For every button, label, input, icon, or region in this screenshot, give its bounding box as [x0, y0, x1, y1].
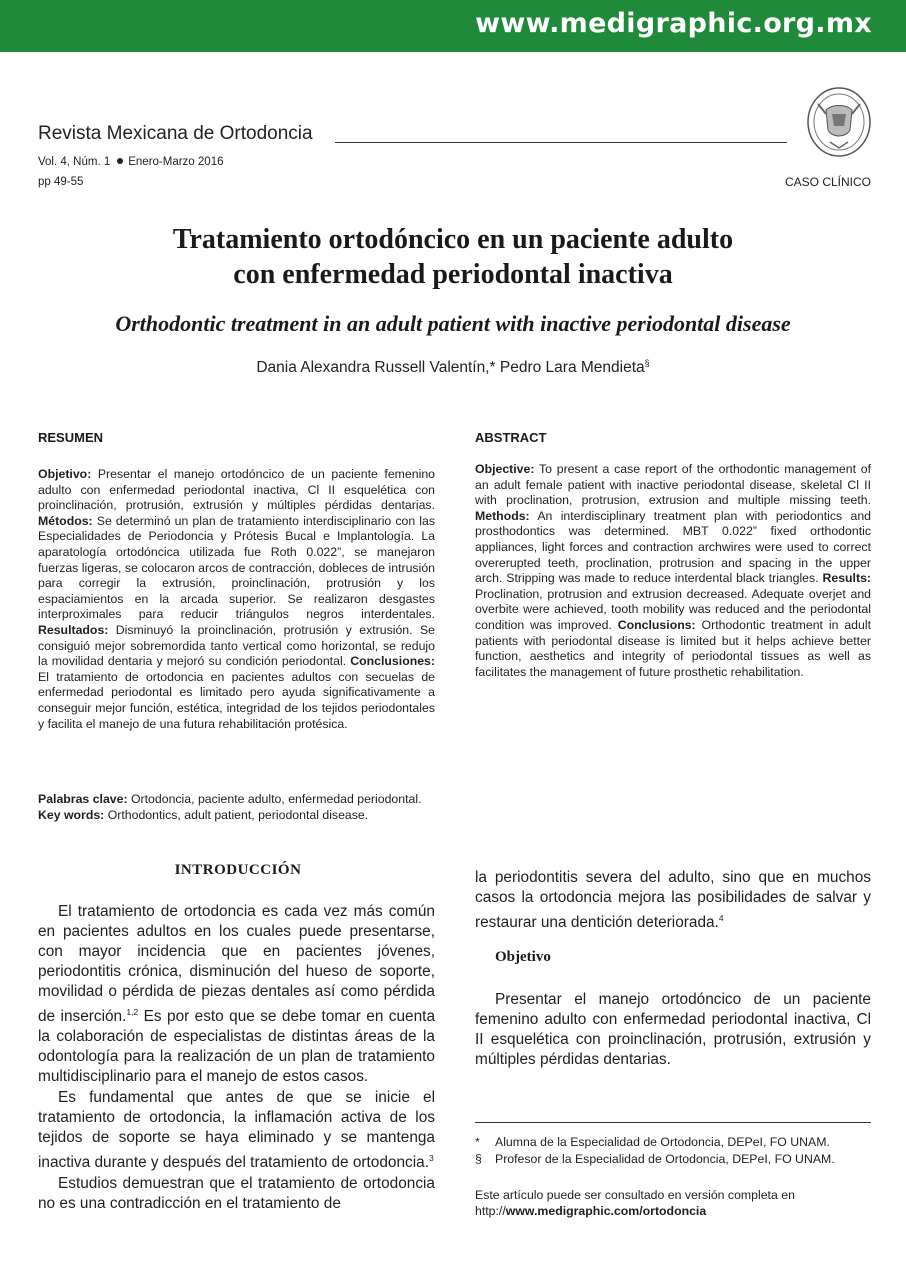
availability-text: Este artículo puede ser consultado en versión completa en [475, 1188, 795, 1202]
authors [0, 358, 906, 377]
intro-p3-cont: la periodontitis severa del adulto, sino que en muchos casos la ortodoncia mejora las posibilidades de salvar y restaurar una dentición deteriorada. [475, 869, 871, 932]
footnote-1-text: Alumna de la Especialidad de Ortodoncia, DEPeI, FO UNAM. [495, 1135, 830, 1149]
journal-rule [335, 142, 787, 143]
resumen-text [38, 467, 435, 732]
intro-p1-b: Es por esto que se debe tomar en cuenta la colaboración de especialistas de distintas áreas de la odontología para la realización de un plan de tratamiento multidisciplinario para el manejo de estos casos. [38, 1008, 436, 1086]
abstract-results: Proclination, protrusion and extrusion decreased. Adequate overjet and overbite were achieved, tooth mobility was reduced and the periodontal condition was improved. [475, 586, 871, 632]
abstract-conclusions: Orthodontic treatment in adult patients with periodontal disease is limited but it helps achieve better function, aesthetics and integrity of periodontal tissues as well as facilitates the management of future prosthetic rehabilitation. [475, 617, 871, 679]
article-subtitle: Orthodontic treatment in an adult patient with inactive periodontal disease [115, 311, 791, 336]
resumen-resultados-label: Resultados: [38, 622, 109, 637]
intro-body-left [38, 902, 435, 1214]
availability-link[interactable] [475, 1204, 795, 1220]
intro-p2-a: Es fundamental que antes de que se inicie el tratamiento de ortodoncia, la inflamación activa de los tejidos de soporte se haya eliminado y se mantenga inactiva durante y después del tratamiento de ortodoncia. [38, 1089, 435, 1172]
availability-url[interactable]: www.medigraphic.com/ortodoncia [505, 1203, 707, 1218]
site-banner [0, 0, 906, 52]
page-range: pp 49-55 [38, 176, 84, 188]
intro-paragraph-1 [38, 902, 435, 1087]
abstract-text [475, 462, 871, 680]
author-mark: § [644, 358, 650, 368]
availability-note [475, 1188, 795, 1219]
footnote-1 [475, 1135, 830, 1149]
objetivo-body [475, 990, 871, 1070]
bullet-icon [117, 158, 123, 164]
resumen-metodos: Se determinó un plan de tratamiento interdisciplinario con las Especialidades de Periodoncia y Prótesis Bucal e Implantología. La aparatología ortodóncica utilizada fue Roth 0.022”, se manejaron fuerzas ligeras, se colocaron arcos de contracción, dobleces de intrusión para corregir la extrusión, proinclinación, protrusión y los espaciamientos en la arcada superior. Se realizaron desgastes interproximales para reducir triángulos negros interdentales. [38, 513, 435, 622]
keywords-es-text: Ortodoncia, paciente adulto, enfermedad periodontal. [127, 792, 422, 806]
resumen-resultados: Disminuyó la proinclinación, protrusión y extrusión. Se consiguió mejor sobremordida tanto vertical como horizontal, se redujo la movilidad dentaria y mejoró su condición periodontal. [38, 622, 435, 669]
availability-url-prefix: http:// [475, 1203, 506, 1218]
footnote-2-mark: § [475, 1152, 482, 1166]
title-line-2: con enfermedad periodontal inactiva [233, 259, 673, 290]
intro-paragraph-3-cont [475, 868, 871, 933]
abstract-heading: ABSTRACT [475, 430, 547, 445]
intro-heading: INTRODUCCIÓN [174, 862, 302, 878]
volume-number: Vol. 4, Núm. 1 [38, 156, 111, 168]
journal-name: Revista Mexicana de Ortodoncia [38, 123, 313, 144]
article-title [0, 222, 906, 292]
resumen-metodos-label: Métodos: [38, 513, 93, 528]
abstract-methods-label: Methods: [475, 508, 530, 523]
keywords-en [38, 808, 422, 824]
title-line-1: Tratamiento ortodóncico en un paciente adulto [172, 224, 734, 255]
intro-body-right [475, 868, 871, 933]
intro-p1-a: El tratamiento de ortodoncia es cada vez más común en pacientes adultos en los cuales puede presentarse, con mayor incidencia que en pacientes jóvenes, periodontitis crónica, disminución del hueso de soporte, movilidad o pérdida de piezas dentales así como pérdida de inserción. [38, 903, 435, 1026]
abstract-conclusions-label: Conclusions: [617, 617, 696, 632]
keywords-en-label: Key words: [38, 807, 105, 822]
intro-ref-2: 3 [429, 1153, 434, 1164]
intro-ref-3: 4 [718, 913, 724, 923]
resumen-conclusiones-label: Conclusiones: [350, 654, 435, 669]
resumen-objetivo-label: Objetivo: [38, 467, 92, 481]
unam-seal-icon [806, 86, 872, 160]
footnote-2-text: Profesor de la Especialidad de Ortodoncia, DEPeI, FO UNAM. [495, 1152, 835, 1166]
resumen-conclusiones: El tratamiento de ortodoncia en pacientes adultos con secuelas de enfermedad periodontal es limitado pero ayuda significativamente a conseguir mejor función, estética, integridad de los tejidos periodontales y facilita el manejo de una futura rehabilitación protésica. [38, 669, 435, 731]
abstract-methods: An interdisciplinary treatment plan with periodontics and prosthodontics was determined. MBT 0.022” fixed orthodontic appliances, light forces and contraction archwires were used to correct overerupted teeth, proclination, protrusion and spacing in the upper arch. Stripping was made to reduce interdental black triangles. [475, 508, 871, 586]
objetivo-paragraph: Presentar el manejo ortodóncico de un paciente femenino adulto con enfermedad periodontal inactiva, Cl II esquelética con proinclinación, protrusión, extrusión y múltiples pérdidas dentarias. [475, 991, 871, 1068]
footnote-2 [475, 1152, 835, 1166]
volume-info [38, 156, 223, 168]
resumen-heading: RESUMEN [38, 430, 104, 445]
banner-url[interactable]: www.medigraphic.org.mx [475, 8, 872, 39]
author-names: Dania Alexandra Russell Valentín,* Pedro Lara Mendieta [256, 359, 645, 377]
issue-date: Enero-Marzo 2016 [128, 156, 224, 168]
resumen-objetivo: Presentar el manejo ortodóncico de un paciente femenino adulto con enfermedad periodontal inactiva, Cl II esquelética con proinclinación, protrusión, extrusión y múltiples pérdidas dentarias. [38, 467, 435, 513]
intro-paragraph-2 [38, 1088, 435, 1173]
abstract-objective-label: Objective: [475, 462, 535, 476]
footnote-1-mark: * [475, 1135, 480, 1149]
keywords-en-text: Orthodontics, adult patient, periodontal disease. [104, 807, 369, 822]
keywords-es-label: Palabras clave: [38, 792, 128, 806]
abstract-objective: To present a case report of the orthodontic management of an adult female patient with inactive periodontal disease, skeletal Cl II with proclination, protrusion, extrusion and multiple missing teeth. [475, 462, 871, 508]
intro-ref-1: 1,2 [126, 1007, 139, 1017]
footnote-rule [475, 1122, 871, 1123]
keywords [38, 792, 422, 823]
intro-paragraph-3: Estudios demuestran que el tratamiento de ortodoncia no es una contradicción en el tratamiento de [38, 1175, 435, 1213]
abstract-results-label: Results: [822, 571, 871, 586]
keywords-es [38, 792, 422, 808]
objetivo-heading: Objetivo [495, 949, 551, 965]
section-label: CASO CLÍNICO [784, 175, 871, 189]
